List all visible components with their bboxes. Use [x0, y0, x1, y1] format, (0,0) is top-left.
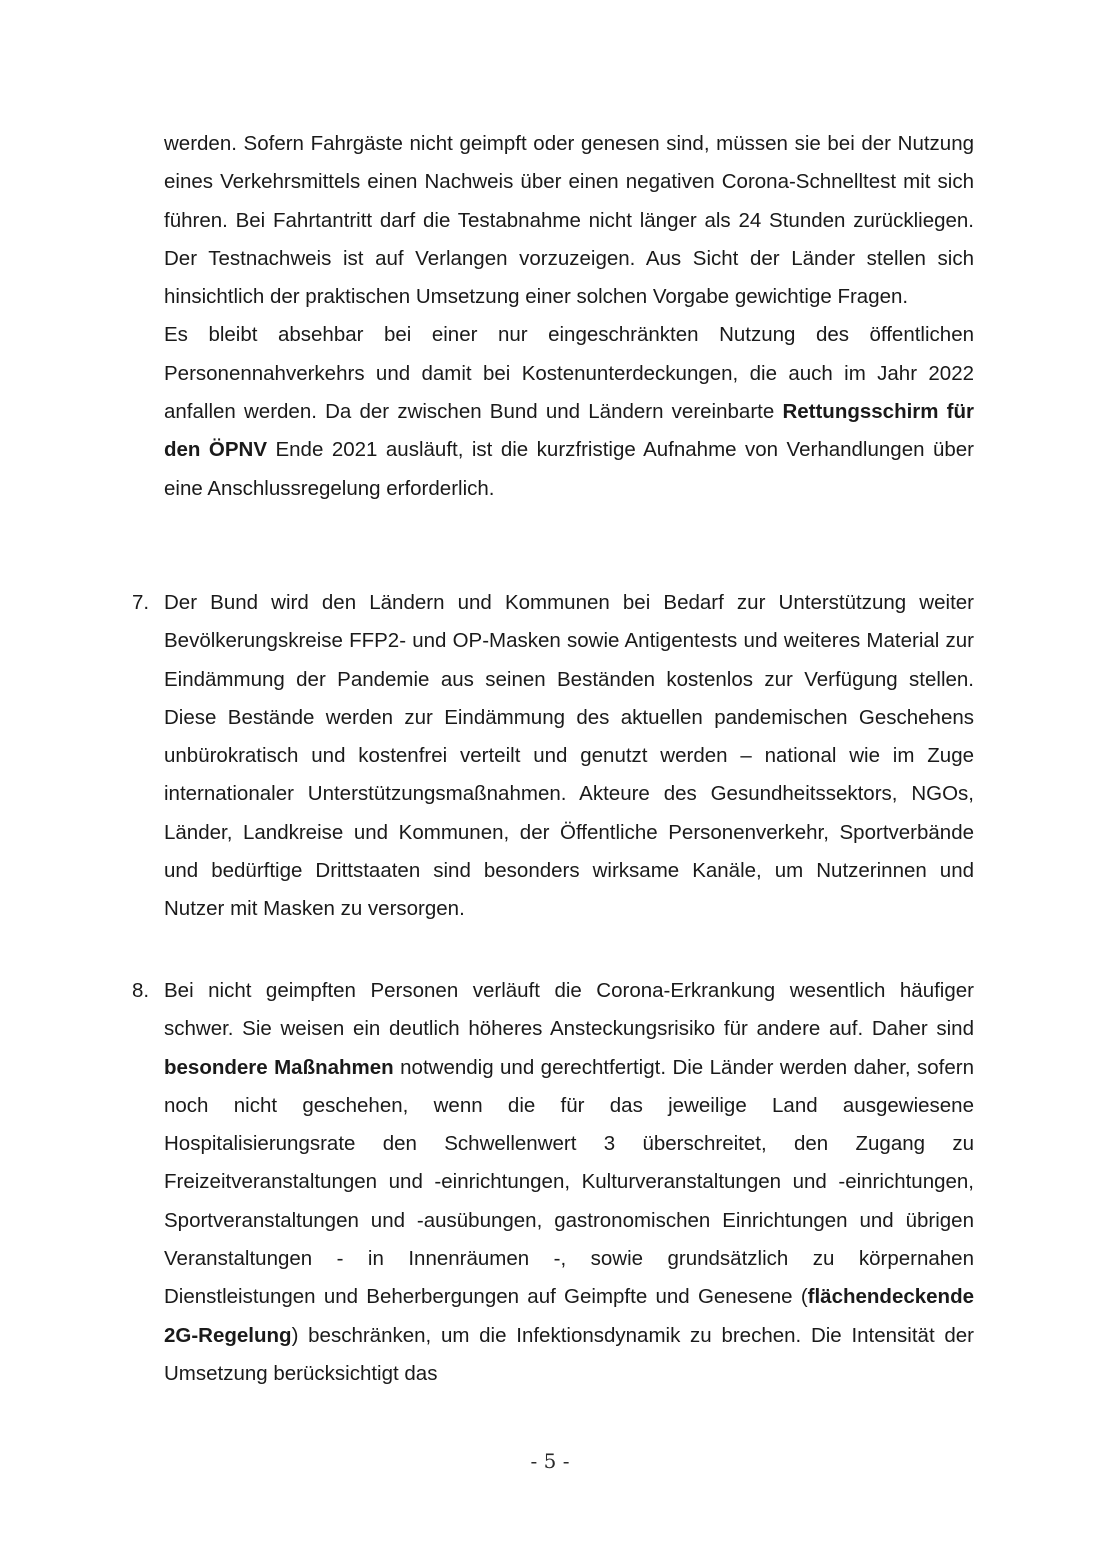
list-number-8: 8. [132, 979, 150, 1002]
list-item-7 [164, 584, 974, 929]
emphasis-special-measures: besondere Maßnahmen [164, 1055, 394, 1079]
paragraph-2g-rule [164, 972, 974, 1393]
emphasis-rescue-package: Rettungsschirm für den ÖPNV [164, 400, 975, 462]
paragraph-text: Ende 2021 ausläuft, ist die kurzfristige Aufnahme von Verhandlungen über eine Anschlussregelung erforderlich. [164, 438, 974, 500]
paragraph-text: notwendig und gerechtfertigt. Die Länder werden daher, sofern noch nicht geschehen, wenn die für das jeweilige Land ausgewiesene Hospitalisierungsrate den Schwellenwert 3 überschreitet, den Zugang zu Freizeitveranstaltungen und -einrichtungen, Kulturveranstaltungen und -einrichtungen, Sportveranstaltungen und -ausübungen, gastronomischen Einrichtungen und übrigen Veranstaltungen - in Innenräumen -, sowie grundsätzlich zu körpernahen Dienstleistungen und Beherbergungen auf Geimpfte und Genesene ( [164, 1055, 974, 1309]
paragraph-public-transport-testing [164, 125, 974, 316]
emphasis-2g-rule: flächendeckende 2G-Regelung [164, 1285, 974, 1347]
paragraph-text: ) beschränken, um die Infektionsdynamik zu brechen. Die Intensität der Umsetzung berücksichtigt das [164, 1323, 974, 1385]
list-number-7: 7. [132, 591, 150, 614]
paragraph-text: Bei nicht geimpften Personen verläuft die Corona-Erkrankung wesentlich häufiger schwer. Sie weisen ein deutlich höheres Ansteckungsrisiko für andere auf. Daher sind [164, 979, 974, 1041]
paragraph-rescue-package [164, 316, 974, 507]
list-item-8 [164, 972, 974, 1393]
paragraph-text: werden. Sofern Fahrgäste nicht geimpft oder genesen sind, müssen sie bei der Nutzung eines Verkehrsmittels einen Nachweis über einen negativen Corona-Schnelltest mit sich führen. Bei Fahrtantritt darf die Testabnahme nicht länger als 24 Stunden zurückliegen. Der Testnachweis ist auf Verlangen vorzuzeigen. Aus Sicht der Länder stellen sich hinsichtlich der praktischen Umsetzung einer solchen Vorgabe gewichtige Fragen. [164, 132, 974, 309]
paragraph-masks-supply [164, 584, 974, 929]
paragraph-text: Es bleibt absehbar bei einer nur eingeschränkten Nutzung des öffentlichen Personennahverkehrs und damit bei Kostenunterdeckungen, die auch im Jahr 2022 anfallen werden. Da der zwischen Bund und Ländern vereinbarte [164, 323, 974, 424]
continuation-section [164, 125, 974, 508]
paragraph-text: Der Bund wird den Ländern und Kommunen bei Bedarf zur Unterstützung weiter Bevölkerungskreise FFP2- und OP-Masken sowie Antigentests und weiteres Material zur Eindämmung der Pandemie aus seinen Beständen kostenlos zur Verfügung stellen. Diese Bestände werden zur Eindämmung des aktuellen pandemischen Geschehens unbürokratisch und kostenfrei verteilt und genutzt werden – national wie im Zuge internationaler Unterstützungsmaßnahmen. Akteure des Gesundheitssektors, NGOs, Länder, Landkreise und Kommunen, der Öffentliche Personenverkehr, Sportverbände und bedürftige Drittstaaten sind besonders wirksame Kanäle, um Nutzerinnen und Nutzer mit Masken zu versorgen. [164, 591, 974, 921]
page-number: - 5 - [530, 1449, 570, 1473]
